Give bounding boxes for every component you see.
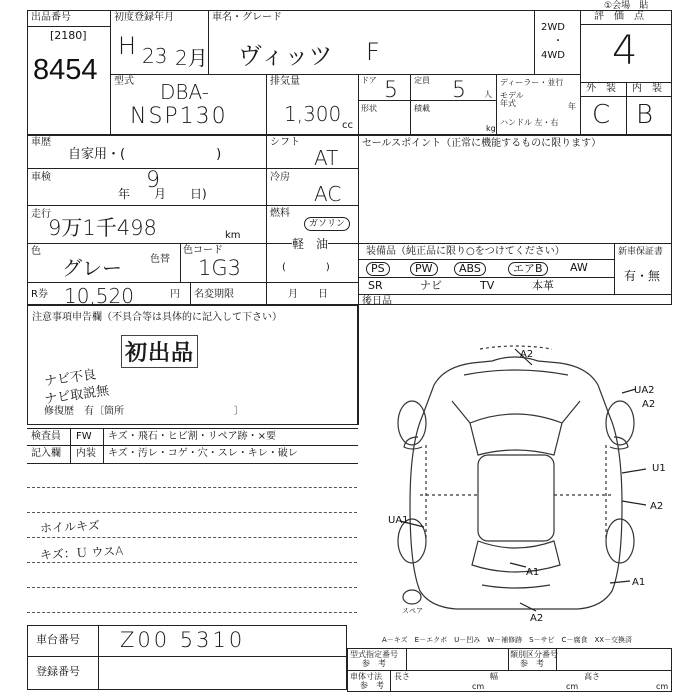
divider (27, 205, 358, 206)
name-change-value: 月 日 (288, 289, 328, 300)
writing-line (27, 487, 357, 488)
damage-mark: A2 (650, 501, 664, 512)
divider (410, 74, 411, 135)
first-listing-stamp: 初出品 (121, 335, 198, 368)
cm-unit: cm (472, 682, 485, 691)
divider (580, 10, 581, 135)
lot-sub-number: [2180] (50, 29, 87, 42)
divider (27, 168, 358, 169)
reg-date-label: 初度登録年月 (114, 12, 174, 23)
damage-mark: A1 (632, 577, 646, 588)
fuel-gas (304, 217, 350, 231)
sales-point-label: セールスポイント（正常に機能するものに限ります） (362, 138, 602, 149)
writing-line (27, 562, 357, 563)
damage-mark: UA2 (634, 385, 655, 396)
equipment-item: TV (480, 279, 495, 292)
divider (266, 74, 267, 135)
divider (406, 648, 407, 670)
inspector-line-1: キズ・飛石・ヒビ割・リペア跡・×要 (108, 431, 276, 442)
lot-number: 8454 (33, 54, 98, 86)
warranty-label: 新車保証書 (618, 247, 664, 257)
divider (27, 463, 358, 464)
divider (103, 428, 104, 463)
eval-score: 4 (612, 28, 638, 74)
spare-label: スペア (402, 607, 423, 615)
reg-no-label: 登録番号 (36, 665, 80, 678)
handwritten-note-1: ホイルキズ (39, 518, 101, 536)
drive-dot: ・ (553, 36, 563, 47)
damage-mark: UA1 (388, 515, 409, 526)
equipment-row-1 (362, 261, 612, 277)
reg-month: 2月 (175, 46, 208, 70)
fuel-gas-circle: ガソリン (304, 217, 350, 231)
fuel-diesel: 軽 油 (292, 237, 329, 251)
equipment-item: ABS (454, 262, 486, 276)
divider (358, 74, 359, 135)
width-label: 幅 (490, 672, 498, 681)
divider (190, 282, 191, 305)
grade: F (366, 38, 380, 66)
divider (27, 445, 358, 446)
size-label: 車体寸法 (350, 672, 382, 681)
divider (27, 26, 110, 27)
equipment-item: PS (366, 262, 390, 276)
writing-line (27, 537, 357, 538)
shape-label: 形状 (361, 104, 377, 113)
ref-1: 参 考 (362, 659, 386, 668)
color-label: 色 (31, 246, 41, 257)
equipment-row-2 (362, 279, 612, 294)
int-grade: B (636, 100, 654, 130)
entry-label: 記入欄 (31, 448, 61, 459)
damage-mark: A2 (642, 399, 656, 410)
mileage-label: 走行 (31, 209, 51, 220)
divider (626, 82, 627, 135)
divider (358, 259, 614, 260)
divider (358, 100, 496, 101)
inspector-label: 検査員 (31, 431, 61, 442)
form-outer (27, 10, 672, 135)
displacement: 1,300 (284, 102, 342, 126)
drive-2wd: 2WD (541, 22, 565, 33)
handle-label: ハンドル 左・右 (500, 118, 559, 127)
equipment-item: PW (410, 262, 438, 276)
divider (496, 74, 497, 135)
lot-number-label: 出品番号 (31, 12, 71, 23)
divider (27, 656, 347, 657)
displacement-label: 排気量 (270, 76, 300, 87)
eval-label: 評 価 点 (594, 11, 644, 22)
divider (70, 428, 71, 463)
recycle-value: 10,520 (64, 284, 134, 308)
ac-value: AC (314, 182, 342, 206)
kg-unit: kg (486, 124, 496, 133)
model-number: NSP130 (130, 104, 228, 129)
reg-era: H (118, 32, 137, 60)
history-label: 車歴 (31, 137, 51, 148)
fuel-label: 燃料 (270, 208, 290, 219)
divider (390, 670, 391, 692)
car-diagram (360, 305, 672, 625)
chassis-value: Z00 5310 (120, 628, 246, 652)
writing-line (27, 612, 357, 613)
equipment-label: 装備品（純正品に限り○をつけてください） (366, 246, 565, 257)
divider (110, 10, 111, 135)
fuel-paren: ( ) (282, 262, 330, 273)
divider (347, 670, 672, 671)
mileage-value: 9万1千498 (48, 216, 157, 240)
cc-unit: cc (342, 120, 353, 131)
cm-unit: cm (566, 682, 579, 691)
writing-line (27, 587, 357, 588)
color-value: グレー (62, 256, 122, 280)
model-code: DBA- (160, 80, 209, 104)
handwritten-note-2: キズ：Ｕ ウスA (39, 543, 124, 563)
yen-unit: 円 (170, 289, 180, 300)
equipment-item: SR (368, 279, 383, 292)
damage-legend: A－キズ E－エクボ U－凹み W－補修跡 S－サビ C－腐食 XX－交換済 (382, 636, 633, 644)
divider (358, 277, 614, 278)
equipment-item: ナビ (420, 279, 442, 292)
caution-label: 注意事項申告欄（不具合等は具体的に記入して下さい） (32, 312, 282, 323)
chassis-label: 車台番号 (36, 633, 80, 646)
inspection-month: 9 (146, 168, 160, 193)
reg-year: 23 (142, 44, 168, 68)
ext-grade: C (592, 100, 611, 130)
note-1: ナビ不良 (43, 367, 98, 390)
equipment-item: 本革 (532, 279, 554, 292)
ref-3: 参 考 (360, 681, 384, 690)
length-label: 長さ (394, 672, 410, 681)
divider (508, 648, 509, 670)
person-unit: 人 (484, 90, 492, 99)
cm-unit: cm (656, 682, 669, 691)
repair-history: 修復歴 有〔箇所 〕 (44, 406, 244, 417)
damage-mark: A2 (520, 349, 534, 360)
inspection-value: 年 月 日) (118, 187, 207, 201)
writing-line (27, 512, 357, 513)
damage-mark: A1 (526, 567, 540, 578)
color-code-label: 色コード (183, 245, 223, 256)
shift-label: シフト (270, 137, 300, 148)
ac-label: 冷房 (270, 172, 290, 183)
divider (358, 135, 359, 305)
model-label: 型式 (114, 76, 134, 87)
door-label: ドア (361, 76, 377, 85)
recycle-label: R券 (31, 289, 48, 300)
equipment-item: AW (570, 261, 588, 274)
divider (358, 305, 359, 425)
inspection-label: 車検 (31, 172, 51, 183)
divider (27, 282, 358, 283)
divider (180, 243, 181, 282)
drive-4wd: 4WD (541, 50, 565, 61)
year-unit: 年 (568, 102, 576, 111)
warranty-value: 有・無 (624, 269, 661, 283)
divider (580, 24, 672, 25)
inspector-line-2: キズ・汚レ・コゲ・穴・スレ・キレ・破レ (108, 448, 298, 459)
after-items-label: 後日品 (362, 296, 392, 307)
height-label: 高さ (584, 672, 600, 681)
ref-2: 参 考 (520, 659, 544, 668)
divider (208, 10, 209, 74)
equipment-item: エアB (508, 262, 548, 276)
doors: 5 (384, 78, 398, 103)
model-year-label: モデル 年式 (500, 91, 524, 108)
divider (534, 10, 535, 74)
type-label: 型式指定番号 (350, 650, 398, 659)
damage-mark: U1 (652, 463, 666, 474)
car-name: ヴィッツ (238, 42, 333, 70)
note-2: ナビ取説無 (43, 383, 111, 408)
divider (27, 243, 672, 244)
load-label: 積載 (414, 104, 430, 113)
interior-label: 内装 (76, 448, 96, 459)
class-label: 類別区分番号 (510, 650, 558, 659)
history-value: 自家用・( ) (68, 147, 222, 162)
km-unit: km (225, 230, 241, 241)
divider (614, 243, 615, 294)
color-change-label: 色替 (150, 254, 170, 265)
int-label: 内 装 (632, 83, 662, 94)
divider (358, 294, 672, 295)
top-right-text: ①会場 貼 (604, 1, 649, 11)
car-name-label: 車名・グレード (212, 12, 282, 23)
dealer-label: ディーラー・並行 (500, 78, 564, 87)
damage-mark: A2 (530, 613, 544, 624)
divider (110, 74, 580, 75)
fw-label: FW (76, 431, 92, 442)
name-change-label: 名変期限 (194, 289, 234, 300)
color-code: 1G3 (198, 256, 241, 280)
shift-value: AT (314, 146, 339, 170)
capacity: 5 (452, 78, 466, 103)
divider (27, 428, 358, 429)
divider (98, 625, 99, 690)
capacity-label: 定員 (414, 76, 430, 85)
divider (266, 135, 267, 305)
ext-label: 外 装 (586, 83, 616, 94)
